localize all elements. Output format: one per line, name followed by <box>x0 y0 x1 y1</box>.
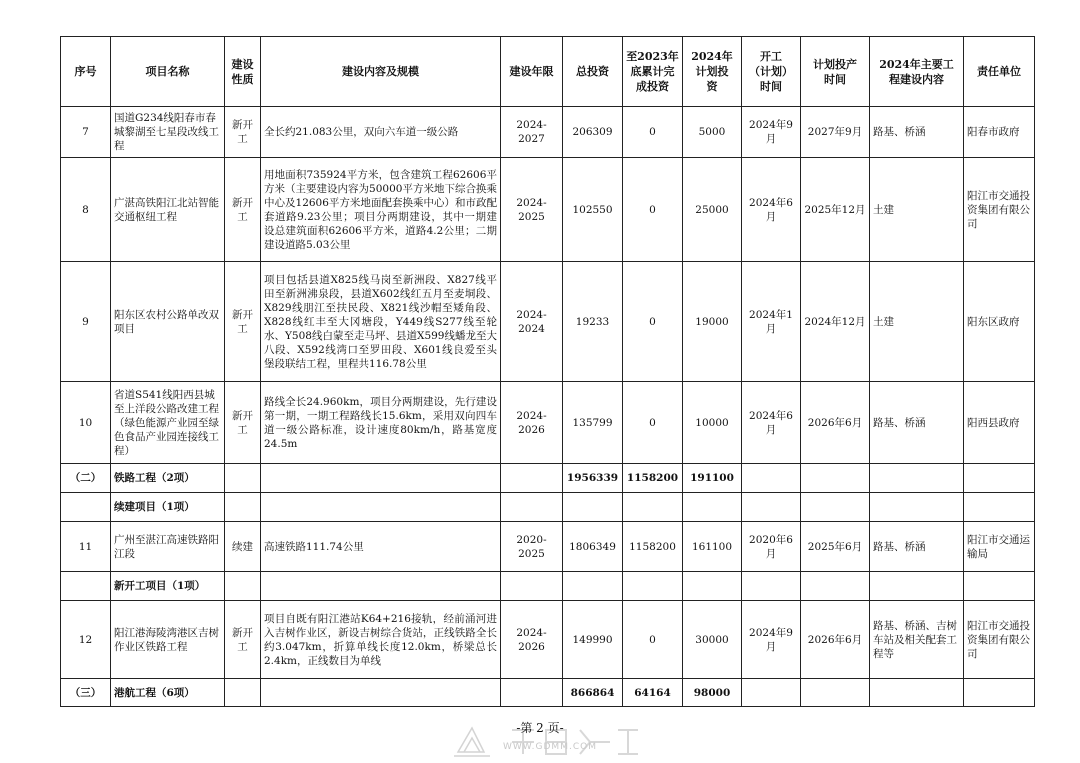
cell-unit: 阳江市交通运输局 <box>964 522 1035 572</box>
cell-name: 国道G234线阳春市春城黎湖至七星段改线工程 <box>111 107 225 158</box>
project-table <box>60 36 1035 707</box>
col-header-name: 项目名称 <box>111 37 225 107</box>
cell-unit: 阳东区政府 <box>964 262 1035 382</box>
cell-total: 102550 <box>563 158 623 262</box>
table-row <box>61 158 1035 262</box>
cell-content: 土建 <box>870 262 964 382</box>
cell-years: 2024-2024 <box>501 262 563 382</box>
cell-start: 2024年9月 <box>742 601 801 679</box>
cell-done: 0 <box>623 382 683 464</box>
col-header-total: 总投资 <box>563 37 623 107</box>
section-done: 1158200 <box>623 464 683 493</box>
cell-unit: 阳江市交通投资集团有限公司 <box>964 158 1035 262</box>
cell-content: 路基、桥涵、吉树车站及相关配套工程等 <box>870 601 964 679</box>
cell-finish: 2026年6月 <box>801 382 870 464</box>
cell-start: 2024年9月 <box>742 107 801 158</box>
cell-plan2024: 161100 <box>683 522 742 572</box>
cell-years: 2020-2025 <box>501 522 563 572</box>
cell-no: 7 <box>61 107 111 158</box>
subsection-row <box>61 493 1035 522</box>
cell-total: 135799 <box>563 382 623 464</box>
cell-done: 1158200 <box>623 522 683 572</box>
cell-content: 路基、桥涵 <box>870 107 964 158</box>
cell-type: 续建 <box>225 522 261 572</box>
cell-unit: 阳江市交通投资集团有限公司 <box>964 601 1035 679</box>
cell-no: 11 <box>61 522 111 572</box>
cell-desc: 高速铁路111.74公里 <box>261 522 501 572</box>
cell-plan2024: 5000 <box>683 107 742 158</box>
section-row <box>61 679 1035 707</box>
cell-desc: 项目自既有阳江港站K64+216接轨，经前涌河进入吉树作业区，新设吉树综合货站，正线铁路全长约3.047km，折算单线长度12.0km，桥梁总长2.4km，正线数目为单线 <box>261 601 501 679</box>
cell-done: 0 <box>623 262 683 382</box>
cell-type: 新开工 <box>225 262 261 382</box>
cell-desc: 全长约21.083公里，双向六车道一级公路 <box>261 107 501 158</box>
section-name: 铁路工程（2项） <box>111 464 225 493</box>
cell-start: 2020年6月 <box>742 522 801 572</box>
cell-name: 阳江港海陵湾港区吉树作业区铁路工程 <box>111 601 225 679</box>
cell-done: 0 <box>623 107 683 158</box>
cell-start: 2024年1月 <box>742 262 801 382</box>
cell-name: 广湛高铁阳江北站智能交通枢纽工程 <box>111 158 225 262</box>
cell-name: 省道S541线阳西县城至上洋段公路改建工程（绿色能源产业园至绿色食品产业园连接线工程） <box>111 382 225 464</box>
cell-finish: 2025年6月 <box>801 522 870 572</box>
section-no: （三） <box>61 679 111 707</box>
section-done: 64164 <box>623 679 683 707</box>
cell-type: 新开工 <box>225 601 261 679</box>
col-header-finish: 计划投产 时间 <box>801 37 870 107</box>
cell-years: 2024-2027 <box>501 107 563 158</box>
cell-start: 2024年6月 <box>742 382 801 464</box>
cell-plan2024: 19000 <box>683 262 742 382</box>
cell-finish: 2027年9月 <box>801 107 870 158</box>
cell-desc: 项目包括县道X825线马岗至新洲段、X827线平田至新洲沸泉段，县道X602线红五月至麦垌段、X829线朋江至扶民段、X821线沙帽至矮角段、X828线红丰至大冈塘段，Y449线S277线至轮水、Y508线白蒙至走马坪、县道X599线蟠龙至大八段、X592线湾口至罗田段、X601线良爱至头堡段联结工程，里程共116.78公里 <box>261 262 501 382</box>
cell-start: 2024年6月 <box>742 158 801 262</box>
col-header-done: 至2023年 底累计完 成投资 <box>623 37 683 107</box>
cell-no: 12 <box>61 601 111 679</box>
cell-type: 新开工 <box>225 382 261 464</box>
cell-years: 2024-2026 <box>501 382 563 464</box>
page-number: -第 2 页- <box>516 721 564 735</box>
cell-no: 8 <box>61 158 111 262</box>
cell-total: 19233 <box>563 262 623 382</box>
cell-no: 9 <box>61 262 111 382</box>
col-header-start: 开工 （计划） 时间 <box>742 37 801 107</box>
cell-plan2024: 30000 <box>683 601 742 679</box>
cell-type: 新开工 <box>225 107 261 158</box>
cell-finish: 2024年12月 <box>801 262 870 382</box>
cell-content: 土建 <box>870 158 964 262</box>
watermark-url: WWW.GDMM.COM <box>503 742 597 752</box>
cell-total: 206309 <box>563 107 623 158</box>
section-plan2024: 191100 <box>683 464 742 493</box>
table-row <box>61 522 1035 572</box>
subsection-name: 续建项目（1项） <box>111 493 225 522</box>
cell-unit: 阳西县政府 <box>964 382 1035 464</box>
cell-done: 0 <box>623 601 683 679</box>
table-row <box>61 262 1035 382</box>
cell-total: 149990 <box>563 601 623 679</box>
cell-years: 2024-2026 <box>501 601 563 679</box>
cell-plan2024: 25000 <box>683 158 742 262</box>
table-row <box>61 107 1035 158</box>
col-header-no: 序号 <box>61 37 111 107</box>
cell-unit: 阳春市政府 <box>964 107 1035 158</box>
section-total: 1956339 <box>563 464 623 493</box>
cell-total: 1806349 <box>563 522 623 572</box>
col-header-desc: 建设内容及规模 <box>261 37 501 107</box>
table-row <box>61 382 1035 464</box>
cell-desc: 路线全长24.960km，项目分两期建设，先行建设第一期，一期工程路线长15.6km，采用双向四车道一级公路标准，设计速度80km/h，路基宽度24.5m <box>261 382 501 464</box>
cell-name: 阳东区农村公路单改双项目 <box>111 262 225 382</box>
section-no: （二） <box>61 464 111 493</box>
col-header-content: 2024年主要工 程建设内容 <box>870 37 964 107</box>
subsection-row <box>61 572 1035 601</box>
col-header-type: 建设 性质 <box>225 37 261 107</box>
cell-content: 路基、桥涵 <box>870 382 964 464</box>
cell-no: 10 <box>61 382 111 464</box>
col-header-unit: 责任单位 <box>964 37 1035 107</box>
section-total: 866864 <box>563 679 623 707</box>
cell-type: 新开工 <box>225 158 261 262</box>
section-plan2024: 98000 <box>683 679 742 707</box>
header-row <box>61 37 1035 107</box>
col-header-years: 建设年限 <box>501 37 563 107</box>
subsection-name: 新开工项目（1项） <box>111 572 225 601</box>
cell-done: 0 <box>623 158 683 262</box>
cell-desc: 用地面积735924平方米，包含建筑工程62606平方米（主要建设内容为50000平方米地下综合换乘中心及12606平方米地面配套换乘中心）和市政配套道路9.23公里；项目分两期建设，其中一期建设总建筑面积62606平方米，道路4.2公里；二期建设道路5.03公里 <box>261 158 501 262</box>
section-row <box>61 464 1035 493</box>
cell-finish: 2026年6月 <box>801 601 870 679</box>
cell-content: 路基、桥涵 <box>870 522 964 572</box>
cell-finish: 2025年12月 <box>801 158 870 262</box>
cell-name: 广州至湛江高速铁路阳江段 <box>111 522 225 572</box>
col-header-plan2024: 2024年 计划投 资 <box>683 37 742 107</box>
cell-years: 2024-2025 <box>501 158 563 262</box>
section-name: 港航工程（6项） <box>111 679 225 707</box>
cell-plan2024: 10000 <box>683 382 742 464</box>
table-row <box>61 601 1035 679</box>
